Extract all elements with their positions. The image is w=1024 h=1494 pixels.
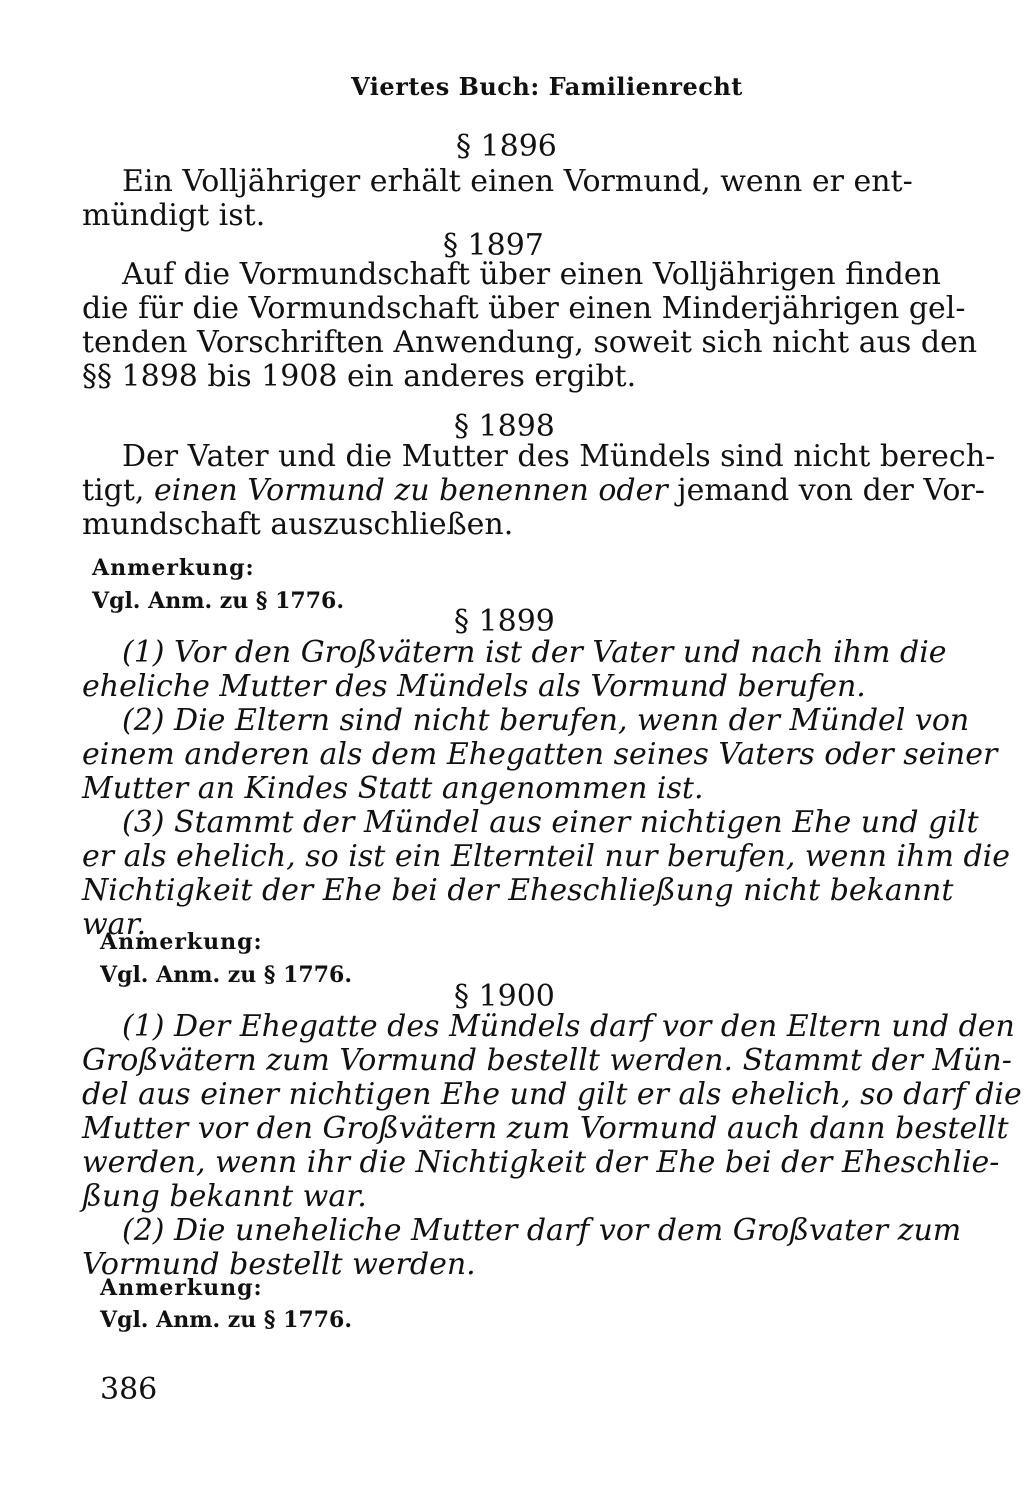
section-text-1898 [82,439,996,542]
text-line: del aus einer nichtigen Ehe und gilt er als ehelich, so darf die [82,1077,1022,1112]
note-label-1898: Anmerkung: [92,555,255,581]
section-text-1896 [82,164,913,233]
text-segment: jemand von der Vor- [667,473,985,508]
text-line: werden, wenn ihr die Nichtigkeit der Ehe bei der Eheschlie- [82,1145,1000,1180]
text-line: mundschaft auszuschließen. [82,507,514,542]
text-line: Vormund bestellt werden. [82,1247,476,1282]
text-line: er als ehelich, so ist ein Elternteil nur berufen, wenn ihm die [82,839,1010,874]
running-header: Viertes Buch: Familienrecht [351,72,743,101]
section-title-1900: § 1900 [454,979,555,1014]
text-line: (1) Vor den Großvätern ist der Vater und nach ihm die [122,635,947,670]
section-text-1900 [82,1009,1022,1282]
section-text-1897 [82,257,978,394]
text-line: mündigt ist. [82,198,266,233]
text-line: die für die Vormundschaft über einen Minderjährigen gel- [82,291,966,326]
text-line: einem anderen als dem Ehegatten seines Vaters oder seiner [82,737,998,772]
text-line: tenden Vorschriften Anwendung, soweit sich nicht aus den [82,325,978,360]
section-title-1898: § 1898 [454,409,555,444]
text-line: (3) Stammt der Mündel aus einer nichtigen Ehe und gilt [122,805,979,840]
text-line: §§ 1898 bis 1908 ein anderes ergibt. [82,359,637,394]
text-line: Großvätern zum Vormund bestellt werden. Stammt der Mün- [82,1043,1012,1078]
text-line: (1) Der Ehegatte des Mündels darf vor den Eltern und den [122,1009,1015,1044]
section-title-1896: § 1896 [456,129,557,164]
text-line [82,473,985,508]
text-line: Nichtigkeit der Ehe bei der Eheschließung nicht bekannt [82,873,954,908]
note-text-1898: Vgl. Anm. zu § 1776. [92,588,344,614]
text-line: Auf die Vormundschaft über einen Volljährigen finden [122,257,941,292]
text-segment: tigt, [82,473,154,508]
text-line: Ein Volljähriger erhält einen Vormund, wenn er ent- [122,164,913,199]
text-line: Mutter an Kindes Statt angenommen ist. [82,771,704,806]
note-label-1900: Anmerkung: [100,1275,263,1301]
section-text-1899 [82,635,1010,942]
note-text-1900: Vgl. Anm. zu § 1776. [100,1307,352,1333]
text-line: ßung bekannt war. [82,1179,367,1214]
text-line: war. [82,907,147,942]
section-title-1897: § 1897 [443,228,544,263]
section-title-1899: § 1899 [454,604,555,639]
text-line: (2) Die uneheliche Mutter darf vor dem Großvater zum [122,1213,962,1248]
italic-segment: einen Vormund zu benennen oder [153,473,668,508]
note-text-1899: Vgl. Anm. zu § 1776. [100,962,352,988]
text-line: Der Vater und die Mutter des Mündels sind nicht berech- [122,439,996,474]
text-line: (2) Die Eltern sind nicht berufen, wenn der Mündel von [122,703,970,738]
text-line: Mutter vor den Großvätern zum Vormund auch dann bestellt [82,1111,1009,1146]
note-label-1899: Anmerkung: [100,929,263,955]
page-number: 386 [100,1372,158,1407]
text-line: eheliche Mutter des Mündels als Vormund berufen. [82,669,866,704]
